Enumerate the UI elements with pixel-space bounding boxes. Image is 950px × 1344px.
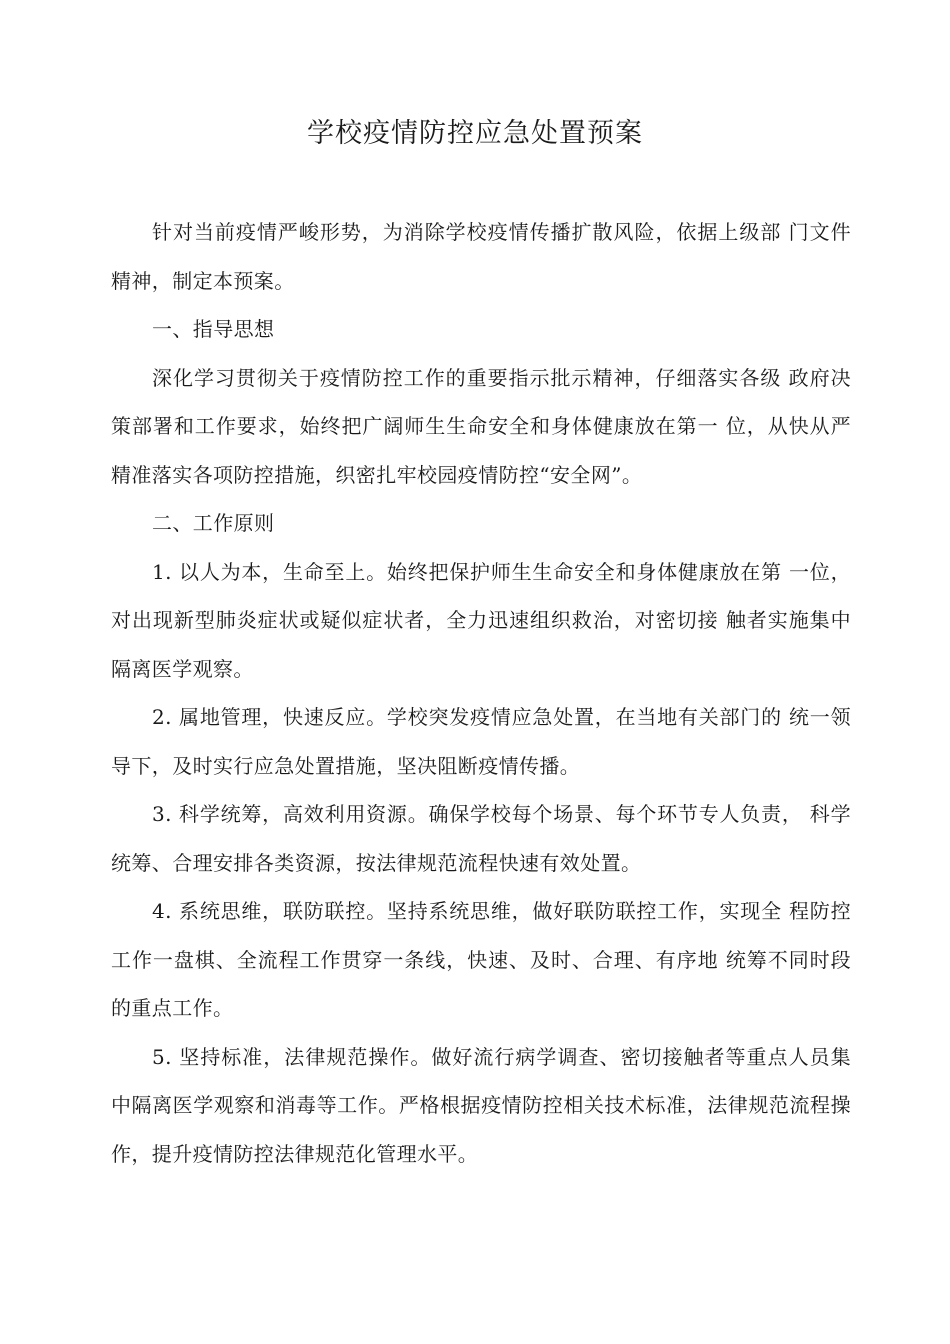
section-heading-guiding-thought: 一、指导思想 <box>152 317 275 341</box>
document-title: 学校疫情防控应急处置预案 <box>307 118 643 149</box>
document-body <box>111 208 851 1178</box>
principle-item-1: 1. 以人为本，生命至上。始终把保护师生生命安全和身体健康放在第 一位，对出现新型肺炎症状或疑似症状者，全力迅速组织救治，对密切接 触者实施集中隔离医学观察。 <box>111 559 851 681</box>
principle-item-3: 3. 科学统筹，高效利用资源。确保学校每个场景、每个环节专人负责， 科学统筹、合理安排各类资源，按法律规范流程快速有效处置。 <box>111 802 851 875</box>
section-heading-work-principles: 二、工作原则 <box>152 511 275 535</box>
paragraph-guiding-thought: 深化学习贯彻关于疫情防控工作的重要指示批示精神，仔细落实各级 政府决策部署和工作要求，始终把广阔师生生命安全和身体健康放在第一 位，从快从严精准落实各项防控措施，织密扎牢校园疫情防控“安全网”。 <box>111 365 851 487</box>
paragraph-intro: 针对当前疫情严峻形势，为消除学校疫情传播扩散风险，依据上级部 门文件精神，制定本预案。 <box>111 220 851 293</box>
principle-item-4: 4. 系统思维，联防联控。坚持系统思维，做好联防联控工作，实现全 程防控工作一盘棋、全流程工作贯穿一条线，快速、及时、合理、有序地 统筹不同时段的重点工作。 <box>111 899 851 1020</box>
principle-item-2: 2. 属地管理，快速反应。学校突发疫情应急处置，在当地有关部门的 统一领导下，及时实行应急处置措施，坚决阻断疫情传播。 <box>111 705 851 778</box>
principle-item-5: 5. 坚持标准，法律规范操作。做好流行病学调查、密切接触者等重点人员集中隔离医学观察和消毒等工作。严格根据疫情防控相关技术标准，法律规范流程操作，提升疫情防控法律规范化管理水平。 <box>111 1044 851 1166</box>
